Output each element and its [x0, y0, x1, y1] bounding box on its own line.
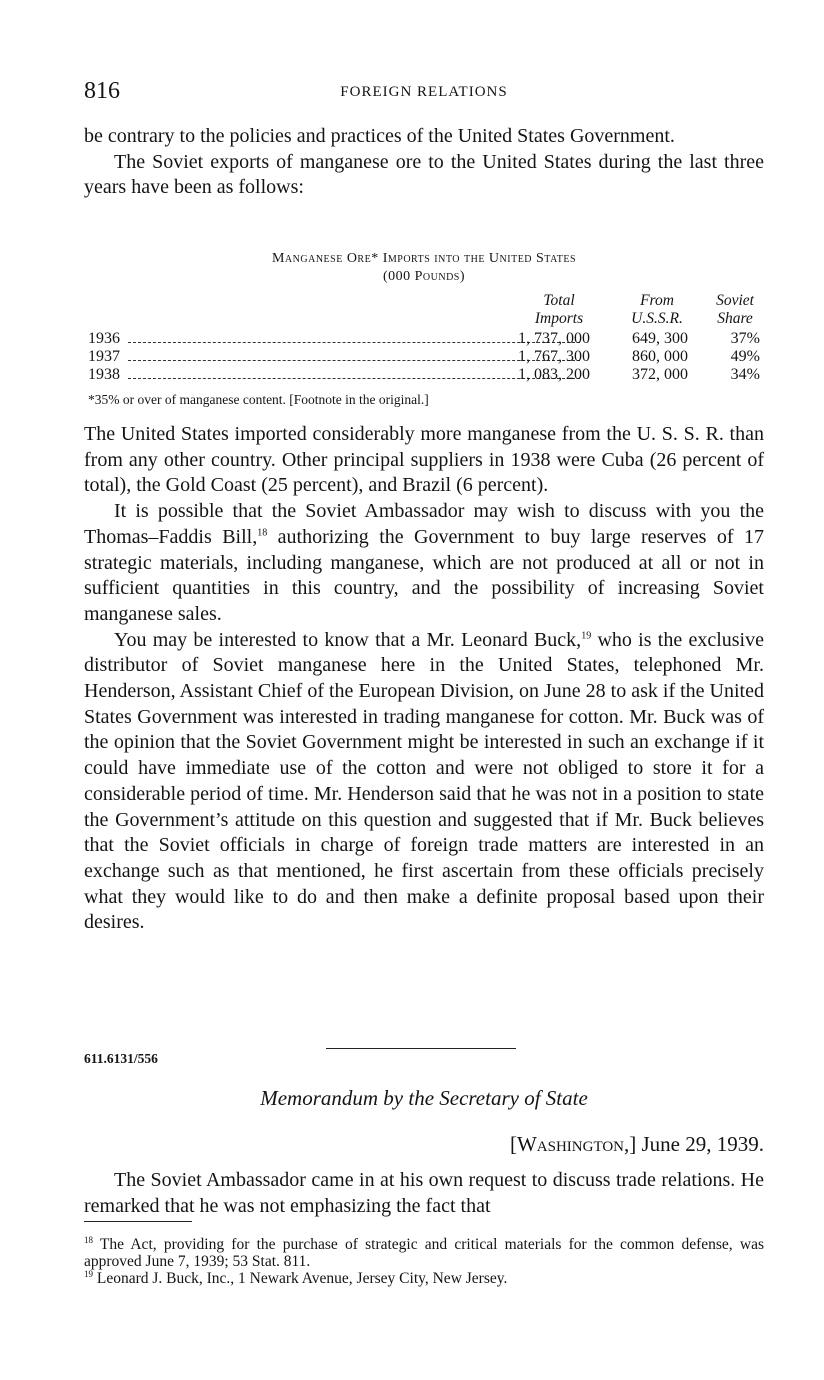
table-caption-units: (000 Pounds) — [382, 269, 466, 284]
footnote-divider — [84, 1221, 192, 1222]
table-caption-title: Manganese Ore* Imports into the United States — [271, 251, 577, 266]
table-caption — [84, 250, 764, 286]
paragraph-text: authorizing the Government to buy large reserves of 17 strategic materials, including manganese, which are not produced at all or not in sufficient quantities in this country, and the possibility of increasing Soviet manganese sales. — [84, 525, 764, 625]
row-soviet-share: 49% — [730, 348, 760, 365]
column-header-share-line1: Soviet — [716, 292, 754, 309]
column-header-share-line2: Share — [717, 310, 753, 327]
column-header-from-line2: U.S.S.R. — [631, 310, 683, 327]
table-row — [84, 348, 764, 366]
row-from-ussr: 860, 000 — [632, 348, 688, 365]
memo-paragraph: The Soviet Ambassador came in at his own request to discuss trade relations. He remarked that he was not emphasizing the fact that — [84, 1169, 764, 1217]
table-column-headers — [84, 292, 764, 332]
row-total-imports: 1, 767, 300 — [518, 348, 590, 365]
row-from-ussr: 649, 300 — [632, 330, 688, 347]
row-soviet-share: 34% — [730, 366, 760, 383]
paragraph-text: You may be interested to know that a Mr. Leonard Buck, — [114, 628, 582, 651]
paragraph-text: It is possible that the Soviet Ambassador may wish to discuss with you the Thomas–Faddis Bill, — [84, 500, 764, 548]
paragraph-suppliers: The United States imported considerably more manganese from the U. S. S. R. than from any other country. Other principal suppliers in 1938 were Cuba (26 percent of total), the Gold Coast (25 percent), and Brazil (6 percent). — [84, 423, 764, 497]
column-header-total — [514, 292, 604, 328]
column-header-share — [700, 292, 770, 328]
footnote-number: 19 — [84, 1268, 93, 1279]
section-divider — [326, 1048, 516, 1049]
column-header-from-line1: From — [640, 292, 674, 309]
footnote-18 — [84, 1236, 764, 1270]
paragraph-exports-intro: The Soviet exports of manganese ore to the United States during the last three years have been as follows: — [84, 150, 764, 199]
column-header-from — [612, 292, 702, 328]
row-total-imports: 1, 737, 000 — [518, 330, 590, 347]
footnote-19 — [84, 1270, 764, 1287]
row-from-ussr: 372, 000 — [632, 366, 688, 383]
table-row — [84, 330, 764, 348]
table-row — [84, 366, 764, 384]
footnote-text: Leonard J. Buck, Inc., 1 Newark Avenue, Jersey City, New Jersey. — [93, 1270, 508, 1287]
file-code: 611.6131/556 — [84, 1051, 158, 1066]
dateline — [510, 1132, 764, 1157]
row-year: 1937 — [88, 348, 120, 365]
footnote-ref-18[interactable]: 18 — [257, 527, 268, 539]
paragraph-buck — [84, 628, 764, 936]
main-text — [84, 422, 764, 936]
imports-table — [84, 330, 764, 384]
footnote-ref-19[interactable]: 19 — [581, 629, 592, 641]
row-year: 1936 — [88, 330, 120, 347]
dot-leader — [128, 360, 580, 361]
paragraph-continuation: be contrary to the policies and practices of the United States Government. — [84, 125, 675, 147]
footnote-text: The Act, providing for the purchase of strategic and critical materials for the common defense, was approved June 7, 1939; 53 Stat. 811. — [84, 1236, 764, 1270]
column-header-total-line2: Imports — [534, 310, 584, 327]
dot-leader — [128, 342, 580, 343]
document-title: Memorandum by the Secretary of State — [260, 1086, 588, 1110]
footnotes — [84, 1236, 764, 1287]
row-total-imports: 1, 083, 200 — [518, 366, 590, 383]
dateline-place: [Washington,] — [509, 1132, 637, 1156]
dateline-date: June 29, 1939. — [636, 1132, 764, 1156]
paragraph-thomas-faddis — [84, 499, 764, 628]
intro-text — [84, 124, 764, 201]
row-soviet-share: 37% — [730, 330, 760, 347]
column-header-total-line1: Total — [543, 292, 575, 309]
paragraph-text: who is the exclusive distributor of Soviet manganese here in the United States, telephoned Mr. Henderson, Assistant Chief of the European Division, on June 28 to ask if the United States Government was interested in trading manganese for cotton. Mr. Buck was of the opinion that the Soviet Government might be interested in such an exchange if it could have immediate use of the cotton and were not obliged to store it for a considerable period of time. Mr. Henderson said that he was not in a position to state the Government’s attitude on this question and suggested that if Mr. Buck believes that the Soviet officials in charge of foreign trade matters are interested in an exchange such as that mentioned, he first ascertain from these officials precisely what they would like to do and then make a definite proposal based upon their desires. — [84, 628, 764, 934]
page-number: 816 — [84, 78, 120, 104]
memo-text — [84, 1168, 764, 1219]
row-year: 1938 — [88, 366, 120, 383]
footnote-number: 18 — [84, 1234, 93, 1245]
page-header — [84, 78, 764, 108]
running-head: FOREIGN RELATIONS — [340, 84, 508, 100]
table-footnote: *35% or over of manganese content. [Footnote in the original.] — [88, 392, 429, 407]
dot-leader — [128, 378, 580, 379]
